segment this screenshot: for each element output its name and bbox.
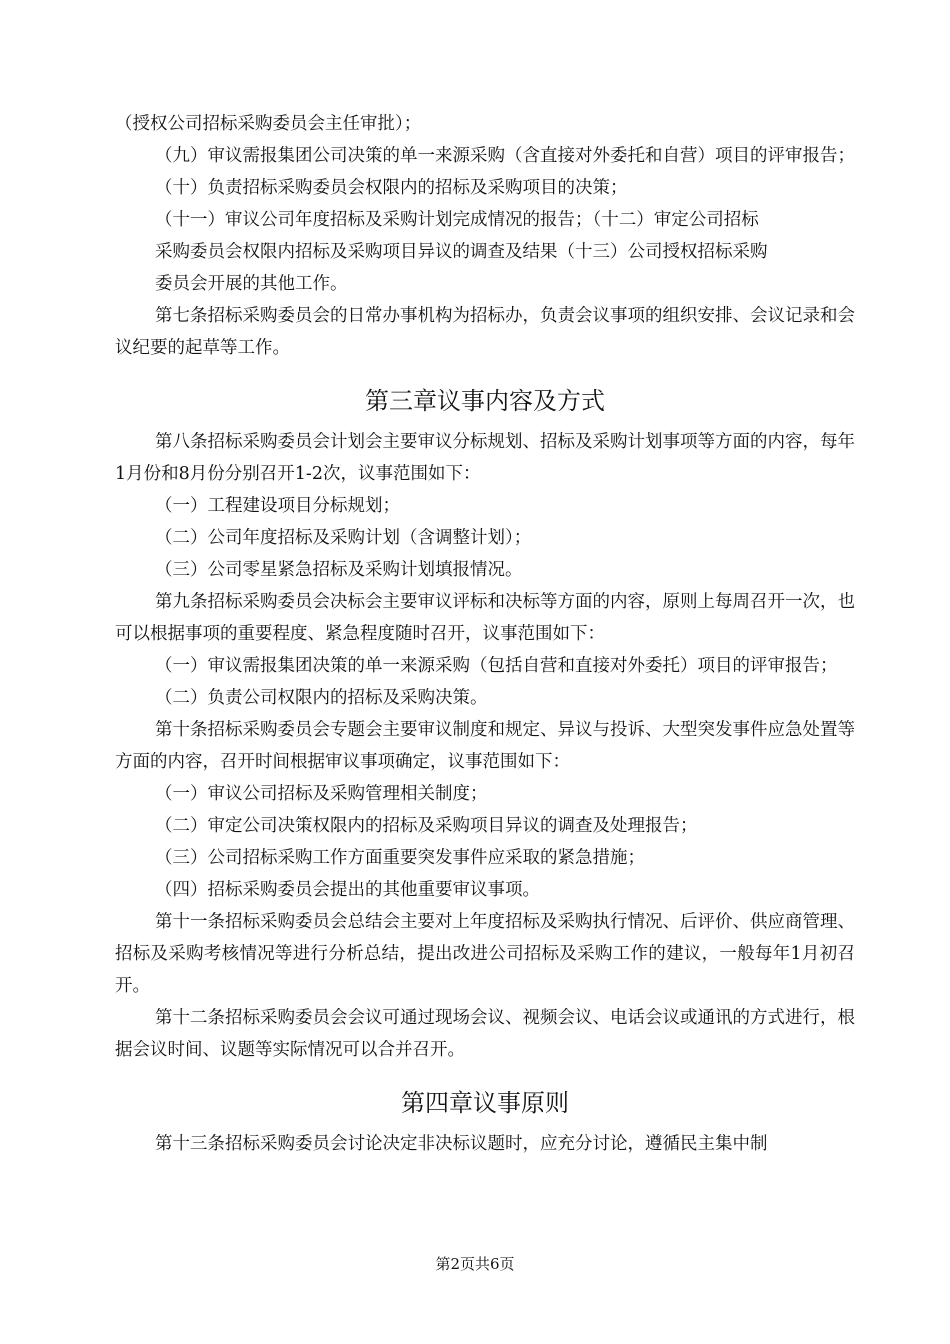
- paragraph: （四）招标采购委员会提出的其他重要审议事项。: [155, 880, 540, 900]
- paragraph: （三）公司招标采购工作方面重要突发事件应采取的紧急措施；: [155, 848, 645, 868]
- paragraph: 第十二条招标采购委员会会议可通过现场会议、视频会议、电话会议或通讯的方式进行，根据会议时间、议题等实际情况可以合并召开。: [115, 1008, 855, 1060]
- paragraph: 采购委员会权限内招标及采购项目异议的调查及结果（十三）公司授权招标采购: [155, 242, 768, 262]
- paragraph: 第九条招标采购委员会决标会主要审议评标和决标等方面的内容，原则上每周召开一次，也可以根据事项的重要程度、紧急程度随时召开，议事范围如下：: [115, 592, 855, 644]
- section-2-tail: [115, 108, 855, 364]
- paragraph: （十）负责招标采购委员会权限内的招标及采购项目的决策；: [155, 178, 628, 198]
- paragraph: （三）公司零星紧急招标及采购计划填报情况。: [155, 560, 523, 580]
- paragraph: 第十一条招标采购委员会总结会主要对上年度招标及采购执行情况、后评价、供应商管理、招标及采购考核情况等进行分析总结，提出改进公司招标及采购工作的建议，一般每年1月初召开。: [115, 912, 855, 996]
- paragraph: （十一）审议公司年度招标及采购计划完成情况的报告；（十二）审定公司招标: [155, 210, 759, 230]
- chapter-4-heading: 第四章议事原则: [401, 1089, 569, 1117]
- paragraph: （二）负责公司权限内的招标及采购决策。: [155, 688, 488, 708]
- chapter-3-body: [115, 426, 855, 1066]
- paragraph: （一）工程建设项目分标规划；: [155, 496, 400, 516]
- paragraph: （一）审议需报集团决策的单一来源采购（包括自营和直接对外委托）项目的评审报告；: [155, 656, 838, 676]
- paragraph: 第十三条招标采购委员会讨论决定非决标议题时，应充分讨论，遵循民主集中制: [155, 1134, 768, 1154]
- paragraph: 第十条招标采购委员会专题会主要审议制度和规定、异议与投诉、大型突发事件应急处置等方面的内容，召开时间根据审议事项确定，议事范围如下：: [115, 720, 855, 772]
- paragraph: （二）公司年度招标及采购计划（含调整计划）；: [155, 528, 532, 548]
- paragraph: （授权公司招标采购委员会主任审批）；: [115, 114, 422, 134]
- chapter-3-heading: 第三章议事内容及方式: [365, 387, 605, 415]
- paragraph: 第八条招标采购委员会计划会主要审议分标规划、招标及采购计划事项等方面的内容，每年1月份和8月份分别召开1-2次，议事范围如下：: [115, 432, 855, 484]
- paragraph: 委员会开展的其他工作。: [155, 274, 348, 294]
- paragraph: （一）审议公司招标及采购管理相关制度；: [155, 784, 488, 804]
- chapter-4-body: [115, 1128, 855, 1160]
- paragraph: （二）审定公司决策权限内的招标及采购项目异议的调查及处理报告；: [155, 816, 698, 836]
- page-number-footer: 第2页共6页: [435, 1255, 515, 1273]
- paragraph: 第七条招标采购委员会的日常办事机构为招标办，负责会议事项的组织安排、会议记录和会议纪要的起草等工作。: [115, 306, 855, 358]
- paragraph: （九）审议需报集团公司决策的单一来源采购（含直接对外委托和自营）项目的评审报告；: [155, 146, 855, 166]
- page-body: [115, 108, 855, 1160]
